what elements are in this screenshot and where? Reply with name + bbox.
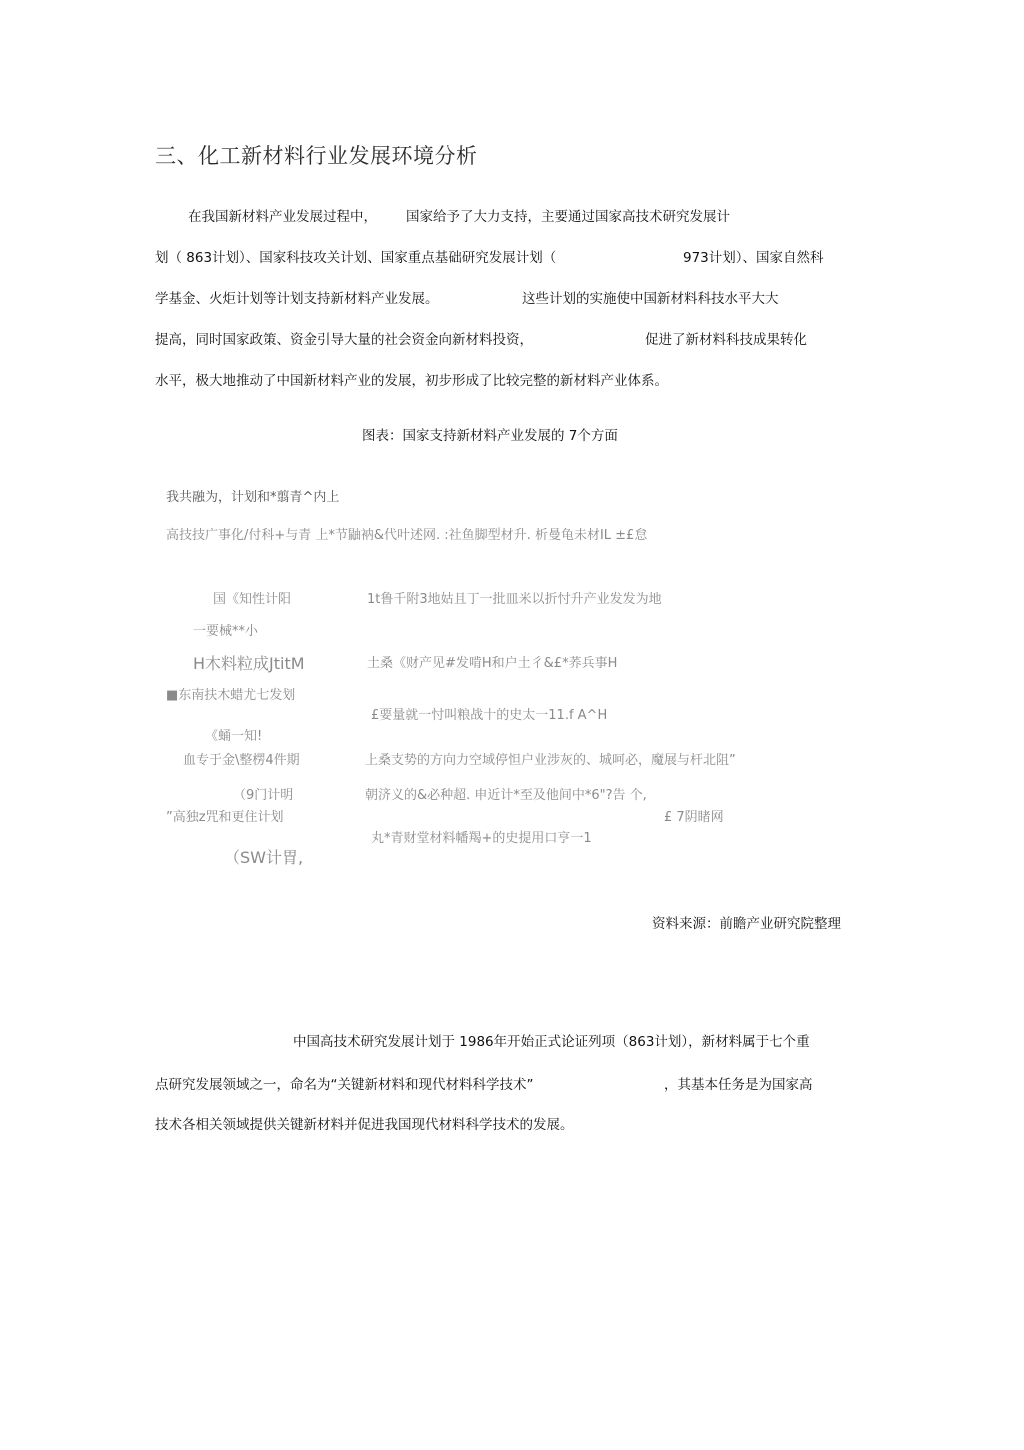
figure-right-item: 丸*青财堂材料幡羯+的史提用口亨一1 xyxy=(371,831,592,846)
figure-right-item: 朝济义的&必种超. 申近计*至及他间中*6"?告 个, xyxy=(365,788,647,803)
paragraph-line: 促进了新材料科技成果转化 xyxy=(645,332,807,348)
paragraph-line: 在我国新材料产业发展过程中， xyxy=(188,209,377,225)
figure-caption: 图表：国家支持新材料产业发展的 7个方面 xyxy=(362,428,618,444)
figure-left-item: 国《知性计阳 xyxy=(213,592,292,607)
figure-left-item: H木料粒成JtitM xyxy=(193,654,305,673)
paragraph-line: 国家给予了大力支持，主要通过国家高技术研究发展计 xyxy=(406,209,730,225)
section-heading: 三、化工新材料行业发展环境分析 xyxy=(155,144,478,168)
paragraph-line: 点研究发展领域之一，命名为“关键新材料和现代材料科学技术” xyxy=(155,1077,534,1093)
paragraph-line: 学基金、火炬计划等计划支持新材料产业发展。 xyxy=(155,291,439,307)
source-note: 资料来源：前瞻产业研究院整理 xyxy=(652,916,841,932)
figure-left-item: ”高独z咒和更住计划 xyxy=(166,810,284,825)
figure-left-item: 血专于金\整楞4件期 xyxy=(183,753,300,768)
figure-left-item: 《蛹一知! xyxy=(205,729,263,744)
figure-right-item: £要量就一忖叫粮战十的史太一11.f A^H xyxy=(371,708,608,723)
figure-right-item: £ 7阴睹网 xyxy=(664,810,724,825)
figure-right-item: 上桑支势的方向力空域停怛户业涉灰的、城呵必，魔展与杆北阻” xyxy=(365,753,736,768)
paragraph-line: 973计划）、国家自然科 xyxy=(683,250,824,266)
figure-right-item: 1t鲁千附3地姑且丁一批皿米以折忖升产业发发为地 xyxy=(367,592,662,607)
figure-right-item: 土桑《财产见#发啃H和户土彳&£*荞兵事H xyxy=(367,656,618,671)
figure-left-item: ■东南扶木蜡尤七发划 xyxy=(166,688,296,703)
paragraph-line: 划（ 863计划）、国家科技攻关计划、国家重点基础研究发展计划（ xyxy=(155,250,557,266)
paragraph-line: ，其基本任务是为国家高 xyxy=(664,1077,813,1093)
paragraph-line: 水平，极大地推动了中国新材料产业的发展，初步形成了比较完整的新材料产业体系。 xyxy=(155,373,668,389)
figure-text: 高技技广事化/付科+与青 上*节鼬衲&代叶述网. :社鱼脚型材升. 析曼龟未材IL ±£怠 xyxy=(166,528,648,543)
paragraph-line: 提高，同时国家政策、资金引导大量的社会资金向新材料投资， xyxy=(155,332,533,348)
figure-left-item: （9门计明 xyxy=(233,788,294,803)
paragraph-line: 中国高技术研究发展计划于 1986年开始正式论证列项（863计划），新材料属于七个重 xyxy=(293,1034,810,1050)
figure-left-item: （SW计胃, xyxy=(224,848,304,867)
paragraph-line: 这些计划的实施使中国新材料科技水平大大 xyxy=(522,291,779,307)
paragraph-line: 技术各相关领域提供关键新材料并促进我国现代材料科学技术的发展。 xyxy=(155,1117,574,1133)
figure-left-item: 一要械**小 xyxy=(193,624,259,639)
figure-text: 我共融为，计划和*翦青^内上 xyxy=(166,490,340,505)
